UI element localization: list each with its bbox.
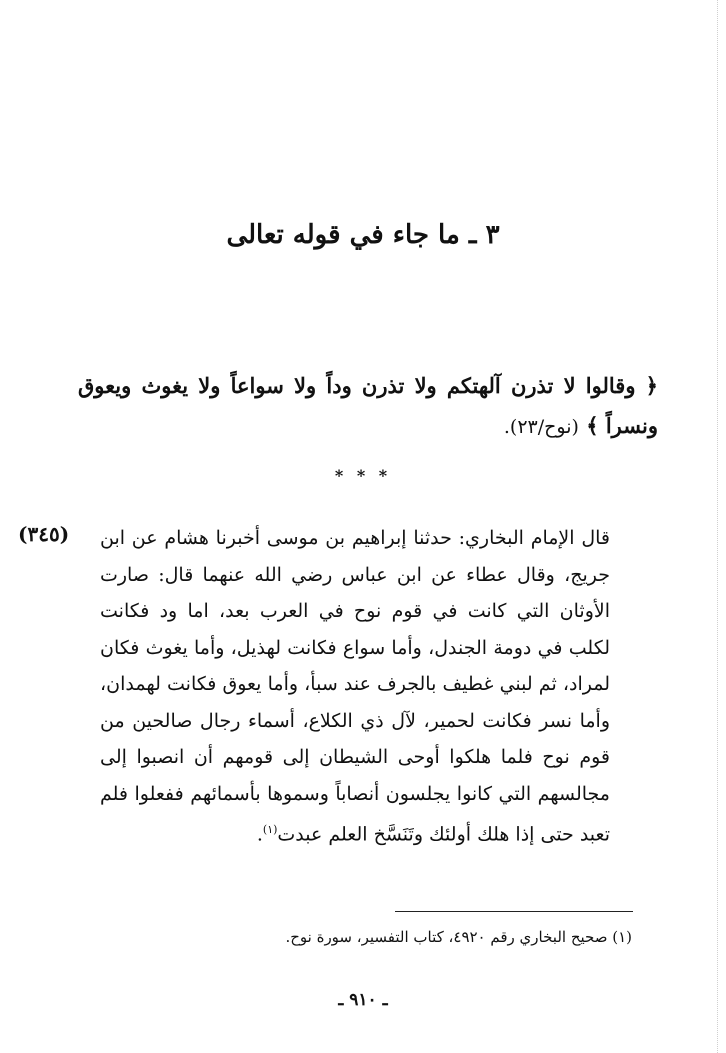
verse-text: ﴿ وقالوا لا تذرن آلهتكم ولا تذرن وداً ولا سواعاً ولا يغوث ويعوق ونسراً ﴾ <box>78 373 658 438</box>
hadith-text <box>100 520 610 853</box>
footnote: (١) صحيح البخاري رقم ٤٩٢٠، كتاب التفسير، سورة نوح. <box>285 928 632 946</box>
hadith-number: (٣٤٥) <box>18 522 70 546</box>
hadith-end: . <box>256 823 263 846</box>
chapter-title: ٣ ـ ما جاء في قوله تعالى <box>226 220 500 250</box>
page-edge-divider <box>717 0 718 1053</box>
hadith-body: قال الإمام البخاري: حدثنا إبراهيم بن موسى أخبرنا هشام عن ابن جريج، وقال عطاء عن ابن عباس رضي الله عنهما قال: صارت الأوثان التي كانت في قوم نوح في العرب بعد، اما ود فكانت لكلب في دومة الجندل، وأما سواع فكانت لهذيل، وأما يغوث فكان لمراد، ثم لبني غطيف بالجرف عند سبأ، وأما يعوق فكانت لهمدان، وأما نسر فكانت لحمير، لآل ذي الكلاع، أسماء رجال صالحين من قوم نوح فلما هلكوا أوحى الشيطان إلى قومهم أن انصبوا إلى مجالسهم التي كانوا يجلسون أنصاباً وسموها بأسمائهم ففعلوا فلم تعبد حتى إذا هلك أولئك وتَنَسَّخ العلم عبدت <box>100 527 610 846</box>
section-separator: * * * <box>334 466 392 485</box>
footnote-marker: (١) <box>262 823 278 836</box>
page-number: ـ ٩١٠ ـ <box>338 990 388 1010</box>
quran-verse <box>78 366 658 447</box>
verse-reference: (نوح/٢٣). <box>503 416 579 438</box>
footnote-rule <box>395 911 633 912</box>
